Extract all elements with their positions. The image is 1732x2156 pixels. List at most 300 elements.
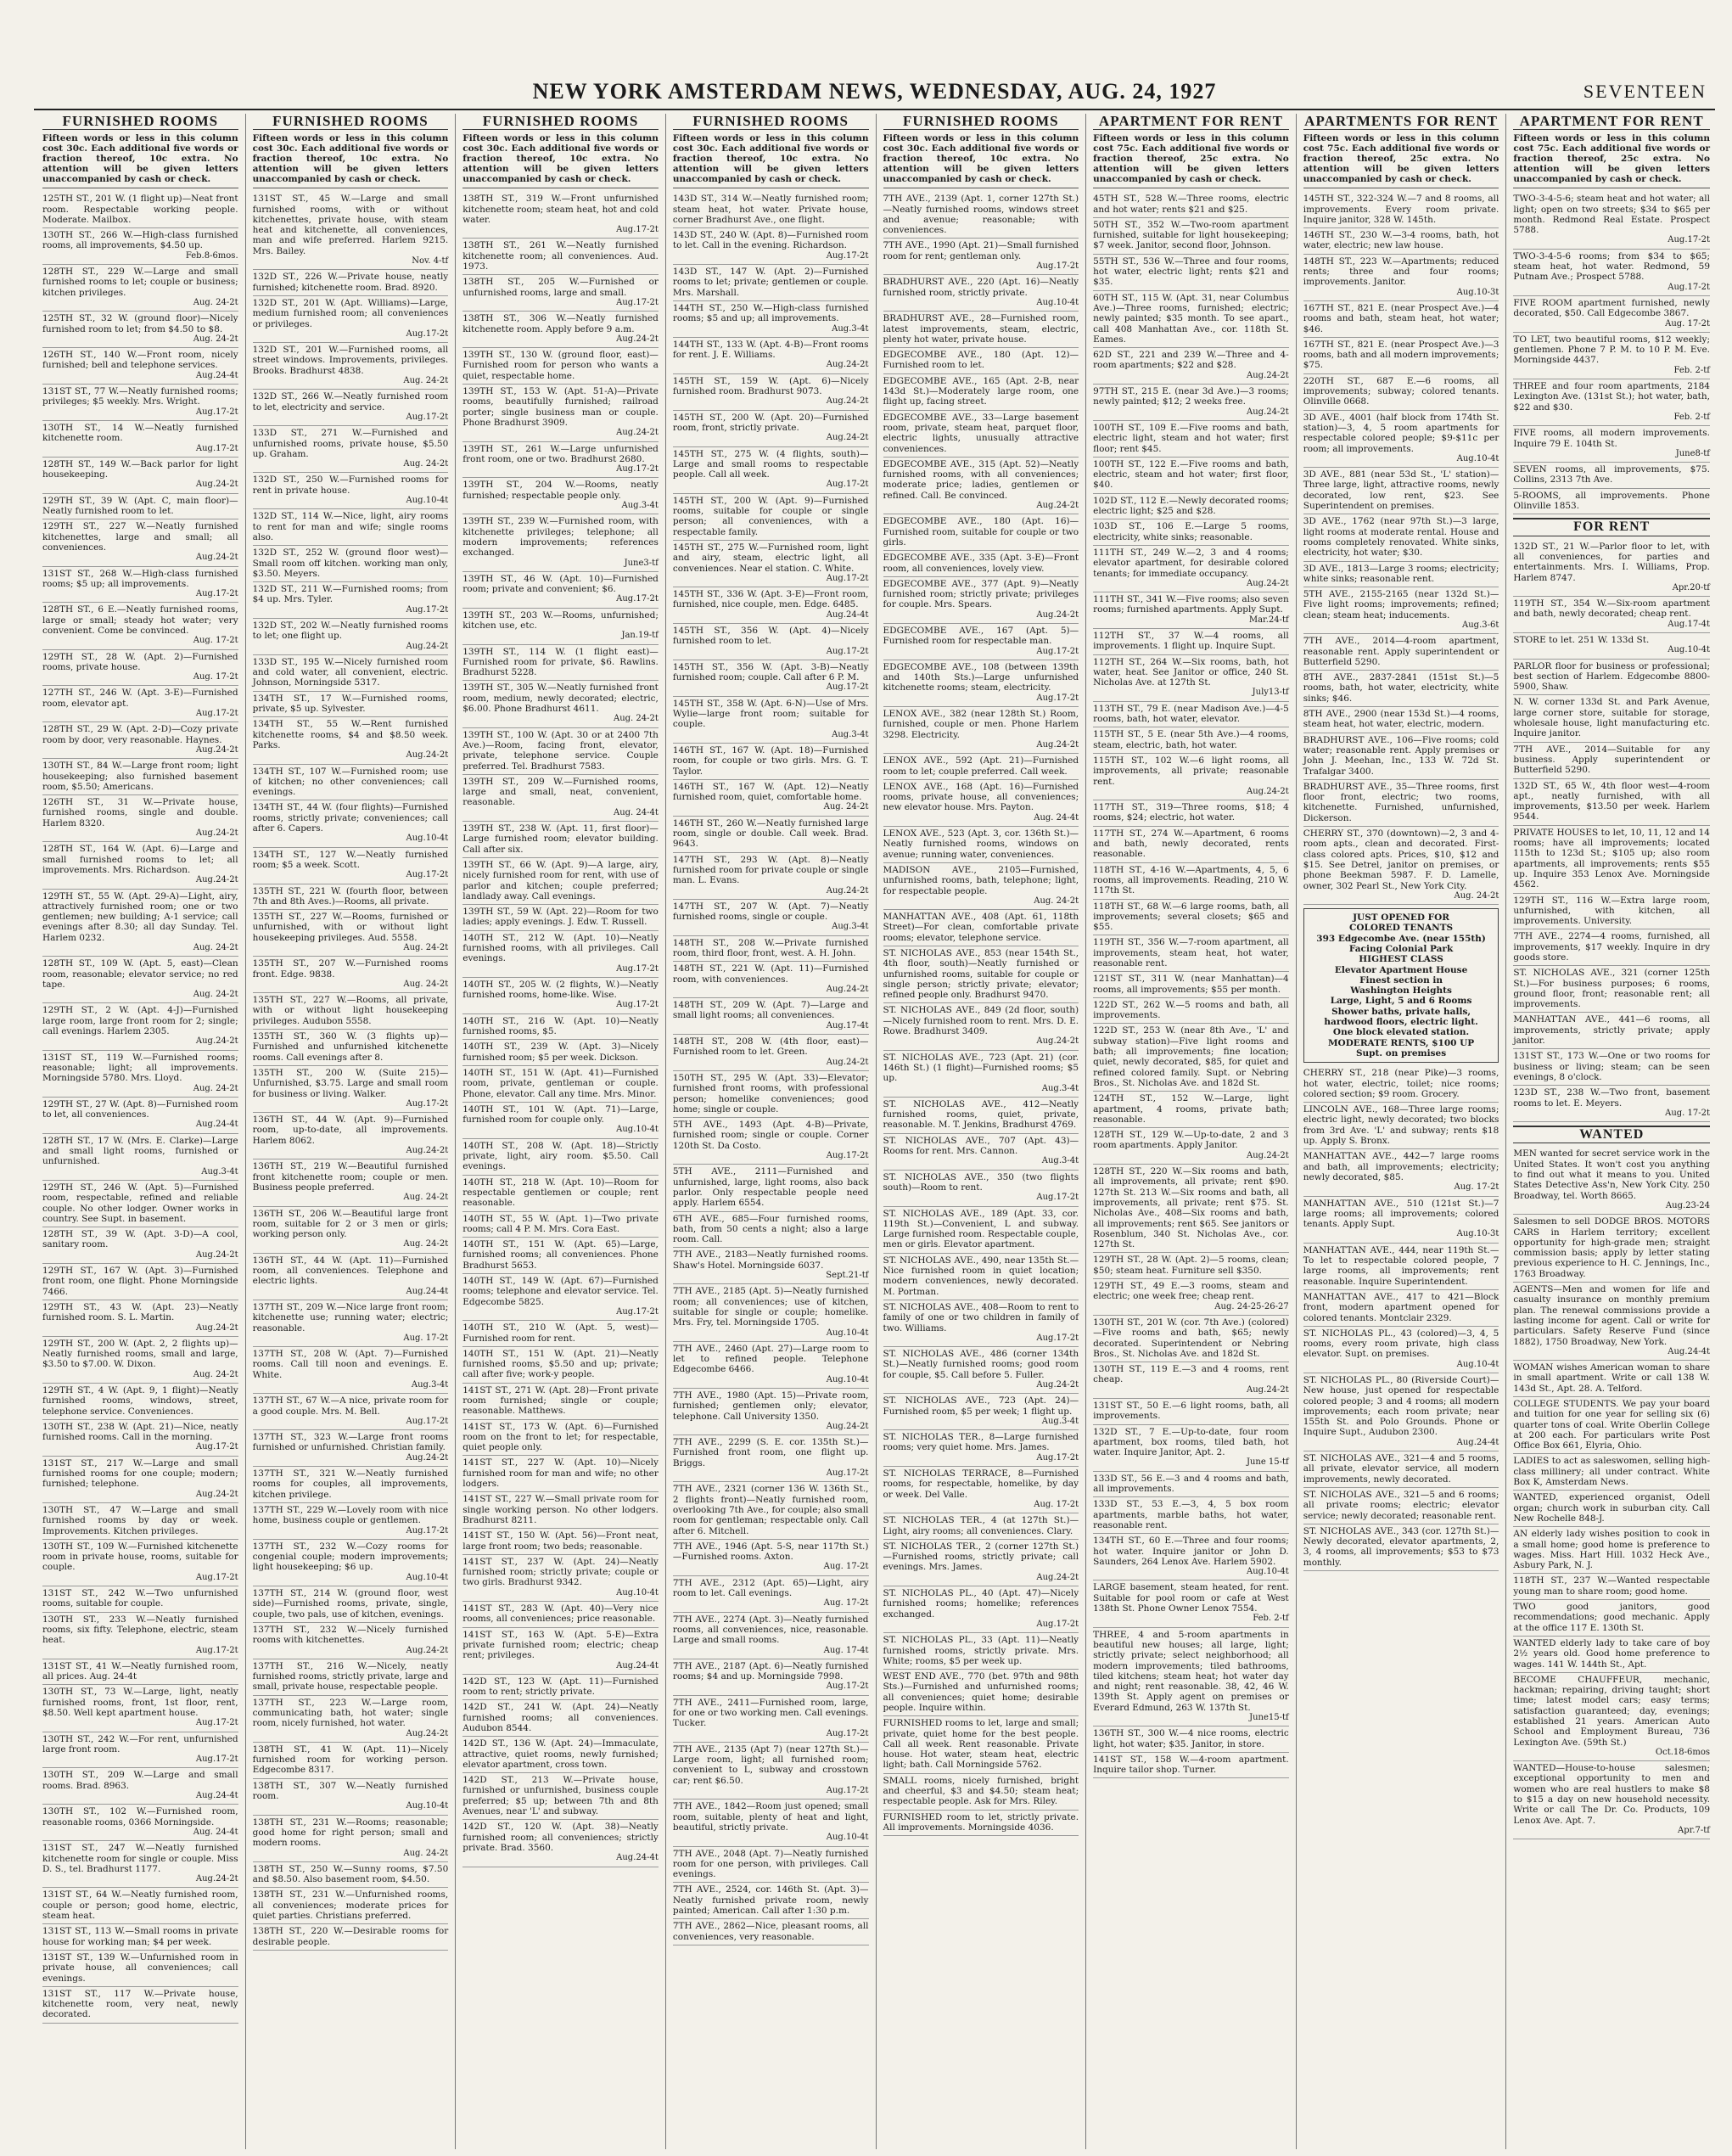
- ad-text: 50TH ST., 352 W.—Two-room apartment furnished, suitable for light housekeeping; $7 week. Janitor, second floor, Johnson.: [1093, 219, 1289, 251]
- ad-text: FIVE ROOM apartment furnished, newly decorated, $50. Call Edgecombe 3867.: [1513, 297, 1710, 319]
- classified-ad: [1093, 218, 1289, 255]
- ad-run-code: Aug.17-2t: [616, 297, 659, 307]
- ad-run-code: Aug.24-2t: [195, 1249, 238, 1260]
- classified-ad: [883, 192, 1079, 239]
- classified-ad: [673, 1284, 869, 1341]
- ad-text: EDGECOMBE AVE., 108 (between 139th and 140th Sts.)—Large unfurnished kitchenette rooms; steam, electricity.: [883, 661, 1079, 693]
- ad-text: 118TH ST., 4-16 W.—Apartments, 4, 5, 6 rooms, all improvements. Reading, 210 W. 117th St.: [1093, 864, 1289, 896]
- ad-text: 131ST ST., 119 W.—Furnished rooms; reasonable; light; all improvements. Morningside 5780. Mrs. Lloyd.: [42, 1052, 238, 1084]
- ad-text: 137TH ST., 67 W.—A nice, private room for a good couple. Mrs. M. Bell.: [252, 1395, 449, 1417]
- ad-run-code: Aug.24-4t: [1668, 1346, 1710, 1356]
- ad-text: 128TH ST., 229 W.—Large and small furnished rooms to let; couple or business; kitchen privileges.: [42, 267, 238, 298]
- classified-ad: [253, 1743, 449, 1779]
- ad-text: 7TH AVE., 1980 (Apt. 15)—Private room, furnished; gentlemen only; elevator, telephone. Call University 1350.: [672, 1390, 869, 1422]
- classified-ad: [462, 1675, 659, 1701]
- classified-ad: [253, 1394, 449, 1430]
- ad-text: 147TH ST., 293 W. (Apt. 8)—Neatly furnished room for private couple or single man. L. Evans.: [672, 854, 869, 886]
- classified-ad: [42, 1732, 238, 1769]
- ad-text: 135TH ST., 207 W.—Furnished rooms front. Edge. 9838.: [252, 958, 449, 980]
- ad-text: 7TH AVE., 2048 (Apt. 7)—Neatly furnished room for one person, with privileges. Call evenings.: [672, 1848, 869, 1880]
- ad-text: 140TH ST., 210 W. (Apt. 5, west)—Furnished room for rent.: [462, 1322, 659, 1344]
- classified-ad: [462, 478, 659, 514]
- classified-ad: [42, 494, 238, 520]
- ad-run-code: Aug.24-2t: [195, 1489, 238, 1499]
- ad-text: 132D ST., 252 W. (ground floor west)—Small room off kitchen. working man only, $3.50. Meyers.: [252, 547, 449, 579]
- ad-run-code: Nov. 4-tf: [412, 256, 449, 267]
- ad-run-code: Aug.17-2t: [1036, 693, 1079, 703]
- ad-text: 142D ST., 213 W.—Private house, furnished or unfurnished, business couple preferred; $5 up; between 7th and 8th Avenues, near 'L' and subway.: [462, 1775, 659, 1817]
- classified-ad: [1093, 702, 1289, 728]
- ad-text: 137TH ST., 214 W. (ground floor, west side)—Furnished rooms, private, single, couple, two pals, use of kitchen, evenings.: [252, 1588, 449, 1620]
- classified-ad: [883, 1540, 1079, 1586]
- ad-text: MANHATTAN AVE., 441—6 rooms, all improvements, strictly private; apply janitor.: [1513, 1014, 1710, 1047]
- classified-ad: [1513, 1600, 1710, 1637]
- ad-text: 139TH ST., 209 W.—Furnished rooms, large and small, neat, convenient, reasonable.: [462, 776, 659, 808]
- ad-text: 146TH ST., 167 W. (Apt. 12)—Neatly furnished room, quiet, comfortable home.: [672, 781, 869, 803]
- classified-ad: [1513, 1637, 1710, 1673]
- ad-text: MANHATTAN AVE., 510 (121st St.)—7 large rooms; all improvements; colored tenants. Apply Supt.: [1303, 1198, 1499, 1230]
- classified-ad: [1303, 192, 1499, 228]
- ad-run-code: Aug. 24-2t: [193, 297, 238, 307]
- ad-text: BRADHURST AVE., 28—Furnished room, latest improvements, steam, electric, plenty hot water, private house.: [883, 313, 1079, 345]
- ad-run-code: Aug.17-2t: [826, 1468, 869, 1479]
- ad-text: EDGECOMBE AVE., 377 (Apt. 9)—Neatly furnished room; strictly private; privileges for couple. Mrs. Spears.: [883, 578, 1079, 610]
- classified-ad: [462, 348, 659, 385]
- classified-ad: [673, 1248, 869, 1284]
- ad-text: 134TH ST., 55 W.—Rent furnished kitchenette rooms, $4 and $8.50 week. Parks.: [252, 719, 449, 750]
- ad-text: 141ST ST., 173 W. (Apt. 6)—Furnished room on the front to let; for respectable, quiet people only.: [462, 1421, 659, 1453]
- ad-text: 129TH ST., 246 W. (Apt. 5)—Furnished room, respectable, refined and reliable couple. No other lodger. Owner works in country. See Supt. in basement.: [42, 1182, 238, 1224]
- classified-ad: [883, 1467, 1079, 1513]
- classified-ad: [883, 1430, 1079, 1467]
- ad-run-code: Aug.10-4t: [1456, 453, 1499, 463]
- ad-text: 7TH AVE., 2411—Furnished room, large, for one or two working men. Call evenings. Tucker.: [672, 1697, 869, 1729]
- ad-run-code: Aug.24-2t: [1247, 786, 1289, 796]
- ad-text: SEVEN rooms, all improvements, $75. Collins, 2313 7th Ave.: [1513, 464, 1710, 486]
- ad-text: 7TH AVE., 2014—Suitable for any business. Apply superintendent or Butterfield 5290.: [1513, 744, 1710, 776]
- classified-ad: [42, 1337, 238, 1384]
- classified-ad: [1303, 562, 1499, 588]
- ad-text: 119TH ST., 354 W.—Six-room apartment and bath, newly decorated; cheap rent.: [1513, 598, 1710, 620]
- classified-ad: [883, 458, 1079, 514]
- ad-run-code: Aug. 17-2t: [823, 1562, 869, 1572]
- classified-ad: [1093, 348, 1289, 385]
- ad-text: 130TH ST., 238 W. (Apt. 21)—Nice, neatly furnished rooms. Call in the morning.: [42, 1421, 238, 1443]
- ad-text: EDGECOMBE AVE., 315 (Apt. 52)—Neatly furnished rooms, with all conveniences; moderate price; ladies, gentlemen or refined. Call. Be convinced.: [883, 458, 1079, 501]
- ad-text: 136TH ST., 219 W.—Beautiful furnished front kitchenette room; couple or men. Business people preferred.: [252, 1161, 449, 1193]
- classified-ad: [462, 1212, 659, 1238]
- ad-run-code: Aug.24-4t: [1456, 1437, 1499, 1447]
- ad-run-code: Aug. 24-2t: [823, 802, 869, 812]
- ad-run-code: Aug. 24-2t: [193, 1083, 238, 1093]
- rate-notice: Fifteen words or less in this column cost 75c. Each additional five words or fraction thereof, 25c extra. No attention will be given letters unaccompanied by cash or check.: [1093, 133, 1289, 188]
- rate-notice: Fifteen words or less in this column cost 30c. Each additional five words or fraction thereof, 10c extra. No attention will be given letters unaccompanied by cash or check.: [462, 133, 659, 188]
- classified-ad: [883, 551, 1079, 577]
- classified-ad: [673, 1696, 869, 1743]
- classified-ad: [673, 192, 869, 228]
- classified-ad: [673, 936, 869, 963]
- classified-ad: [1513, 1013, 1710, 1049]
- ad-text: 7TH AVE., 1842—Room just opened; small room, suitable, plenty of heat and light, beautiful, strictly private.: [672, 1801, 869, 1833]
- classified-ad: [883, 707, 1079, 754]
- ad-text: 145TH ST., 200 W. (Apt. 9)—Furnished rooms, suitable for couple or single person; all conveniences, with a respectable family.: [672, 495, 869, 537]
- classified-ad: [1093, 827, 1289, 863]
- classified-ad: [1513, 894, 1710, 930]
- classified-ad: [42, 1951, 238, 1987]
- classified-ad: [673, 1919, 869, 1945]
- ad-text: 148TH ST., 208 W.—Private furnished room, third floor, front, west. A. H. John.: [672, 937, 869, 958]
- ad-text: WOMAN wishes American woman to share in small apartment. Write or call 138 W. 143d St., Apt. 28. A. Telford.: [1513, 1362, 1710, 1394]
- ad-run-code: Aug.10-4t: [826, 1328, 869, 1338]
- classified-ad: [42, 1987, 238, 2024]
- ad-text: 126TH ST., 31 W.—Private house, furnished rooms, single and double. Harlem 8320.: [42, 797, 238, 828]
- rate-notice: Fifteen words or less in this column cost 75c. Each additional five words or fraction thereof, 25c extra. No attention will be given letters unaccompanied by cash or check.: [1513, 133, 1710, 188]
- ad-text: LINCOLN AVE., 168—Three large rooms; electric light, newly decorated; two blocks from 3rd Ave. 'L' and subway; rents $18 up. Apply S. Bronx.: [1303, 1104, 1499, 1147]
- classified-ad: [42, 650, 238, 687]
- classified-ad: [1303, 707, 1499, 733]
- ad-text: EDGECOMBE AVE., 167 (Apt. 5)—Furnished room for respectable man.: [883, 625, 1079, 647]
- classified-ad: [42, 795, 238, 842]
- classified-ad: [1093, 1425, 1289, 1472]
- ad-text: 129TH ST., 116 W.—Extra large room, unfurnished, with kitchen, all improvements. University.: [1513, 895, 1710, 927]
- classified-ad: [462, 1737, 659, 1773]
- classified-ad: [883, 1716, 1079, 1773]
- ad-text: 132D ST., 201 W.—Furnished rooms, all street windows. Improvements, privileges. Brooks. Bradhurst 4838.: [252, 345, 449, 376]
- ad-text: 128TH ST., 17 W. (Mrs. E. Clarke)—Large and small light rooms, furnished or unfurnished.: [42, 1135, 238, 1167]
- classified-ad: [462, 1773, 659, 1820]
- ad-run-code: Aug.10-3t: [1456, 1229, 1499, 1239]
- ad-text: 5TH AVE., 2155-2165 (near 132d St.)—Five light rooms; improvements; refined; clean; steam heat; inducements.: [1303, 589, 1499, 620]
- ad-run-code: Aug.24-2t: [406, 1728, 449, 1738]
- classified-ad: [673, 1165, 869, 1211]
- ad-run-code: Aug. 24-2t: [613, 714, 659, 724]
- column-heading: FURNISHED ROOMS: [673, 114, 869, 130]
- ad-run-code: Aug.3-4t: [832, 922, 869, 932]
- classified-ad: [462, 1456, 659, 1492]
- ad-text: WANTED—House-to-house salesmen; exceptional opportunity to men and women who are real hustlers to make $8 to $15 a day on new household necessity. Write or call The Dr. Co. Products, 109 Lenox Ave. Apt. 7.: [1513, 1763, 1710, 1826]
- ad-run-code: Aug.17-4t: [826, 1020, 869, 1030]
- ad-text: 141ST ST., 227 W.—Small private room for single working person. No other lodgers. Bradhurst 8211.: [462, 1494, 659, 1525]
- classified-ad: [673, 1389, 869, 1435]
- classified-ad: [42, 1134, 238, 1181]
- classified-ad: [883, 1633, 1079, 1670]
- ad-text: CHERRY ST., 370 (downtown)—2, 3 and 4-room apts., clean and decorated. First-class colored apts. Prices, $10, $12 and $15. See Detrel, janitor on premises, or phone Beekman 5987. F. D. Lamelle, owner, 302 Pearl St., New York City.: [1303, 828, 1499, 891]
- classified-ad: [1093, 1128, 1289, 1165]
- classified-ad: [462, 1103, 659, 1139]
- classified-ad: [253, 1779, 449, 1816]
- classified-ad: [253, 1540, 449, 1586]
- ad-text: N. W. corner 133d St. and Park Avenue, large corner store, suitable for storage, wholesale house, light manufacturing etc. Inquire janitor.: [1513, 697, 1710, 739]
- ad-text: 117TH ST., 274 W.—Apartment, 6 rooms and bath, newly decorated, rents reasonable.: [1093, 828, 1289, 860]
- ad-text: 103D ST., 106 E.—Large 5 rooms, electricity, white sinks; reasonable.: [1093, 521, 1289, 542]
- ad-text: MANHATTAN AVE., 444, near 119th St.—To let to respectable colored people, 7 large rooms, all improvements; rent reasonable. Inquire Superintendent.: [1303, 1244, 1499, 1287]
- classified-ad: [42, 519, 238, 566]
- classified-ad: [42, 312, 238, 348]
- classified-ad: [1303, 1524, 1499, 1571]
- ad-text: 7TH AVE., 2524, cor. 146th St. (Apt. 3)—Neatly furnished private room, newly painted; American. Call after 1:30 p.m.: [672, 1884, 869, 1917]
- ad-text: 5TH AVE., 2111—Furnished and unfurnished, large, light rooms, also back parlor. Only respectable people need apply. Harlem 6554.: [672, 1166, 869, 1209]
- ad-text: 7TH AVE., 2274 (Apt. 3)—Neatly furnished rooms, all conveniences, nice, reasonable. Large and small rooms.: [672, 1614, 869, 1646]
- classified-ad: [1093, 1628, 1289, 1727]
- ad-run-code: Aug.10-4t: [1247, 1567, 1289, 1577]
- ad-text: CHERRY ST., 218 (near Pike)—3 rooms, hot water, electric, toilet; nice rooms; colored section; $9 room. Grocery.: [1303, 1068, 1499, 1099]
- ad-run-code: Aug.24-2t: [826, 396, 869, 407]
- classified-ad: [1513, 1147, 1710, 1215]
- ad-text: 130TH ST., 242 W.—For rent, unfurnished large front room.: [42, 1733, 238, 1755]
- ad-text: 118TH ST., 68 W.—6 large rooms, bath, all improvements; several closets; $65 and $55.: [1093, 901, 1289, 933]
- classified-ad: [1093, 494, 1289, 520]
- ad-run-code: Aug.10-4t: [1036, 297, 1079, 307]
- classified-ad: [1093, 592, 1289, 629]
- ad-text: 137TH ST., 232 W.—Cozy rooms for congenial couple; modern improvements; light housekeeping; $6 up.: [252, 1541, 449, 1573]
- ad-run-code: Aug.24-4t: [195, 1120, 238, 1130]
- classified-ad: [883, 863, 1079, 910]
- classified-ad: [1513, 426, 1710, 463]
- classified-ad: [1303, 228, 1499, 255]
- ad-text: ST. NICHOLAS AVE., 486 (corner 134th St.)—Neatly furnished rooms; good room for couple, $5. Call before 5. Fuller.: [883, 1349, 1079, 1380]
- announcement-line: 393 Edgecombe Ave. (near 155th): [1316, 933, 1486, 944]
- ad-run-code: Aug. 17-2t: [193, 672, 238, 682]
- ad-text: 7TH AVE., 2460 (Apt. 27)—Large room to let to refined people. Telephone Edgecombe 6466.: [672, 1343, 869, 1375]
- announcement-line: Supt. on premises: [1355, 1047, 1447, 1058]
- ad-text: 133D ST., 53 E.—3, 4, 5 box room apartments, marble baths, hot water, reasonable rent.: [1093, 1499, 1289, 1530]
- ad-run-code: Aug.17-2t: [195, 1572, 238, 1582]
- classified-column: [1086, 114, 1297, 2149]
- ad-text: 130TH ST., 119 E.—3 and 4 rooms, rent cheap.: [1093, 1364, 1289, 1385]
- classified-ad: [1303, 1327, 1499, 1373]
- announcement-line: Large, Light, 5 and 6 Rooms: [1330, 996, 1472, 1007]
- classified-ad: [883, 827, 1079, 863]
- ad-text: 97TH ST., 215 E. (near 3d Ave.)—3 rooms; newly painted; $12; 2 weeks free.: [1093, 386, 1289, 407]
- ad-text: STORE to let. 251 W. 133d St.: [1513, 634, 1650, 645]
- classified-ad: [253, 1467, 449, 1503]
- classified-ad: [1303, 1451, 1499, 1488]
- classified-column: [1297, 114, 1507, 2149]
- classified-ad: [253, 1696, 449, 1743]
- classified-ad: [1093, 754, 1289, 800]
- ad-run-code: Aug.24-2t: [1247, 1150, 1289, 1160]
- ad-text: BRADHURST AVE., 106—Five rooms; cold water; reasonable rent. Apply premises or John J. Meehan, Inc., 133 W. 72d St. Trafalgar 3400.: [1303, 734, 1499, 777]
- classified-ad: [673, 1576, 869, 1613]
- ad-text: 141ST ST., 163 W. (Apt. 5-E)—Extra private furnished room; electric; cheap rent; privileges.: [462, 1629, 659, 1661]
- classified-ad: [673, 1482, 869, 1539]
- ad-text: EDGECOMBE AVE., 180 (Apt. 16)—Furnished room, suitable for couple or two girls.: [883, 516, 1079, 547]
- classified-ad: [1303, 827, 1499, 905]
- classified-ad: [883, 239, 1079, 275]
- ad-run-code: Aug.17-2t: [195, 443, 238, 453]
- classified-ad: [253, 343, 449, 390]
- classified-ad: [883, 1513, 1079, 1540]
- ad-run-code: Aug.24-2t: [1247, 407, 1289, 417]
- classified-columns: [36, 114, 1717, 2149]
- ad-text: 136TH ST., 44 W. (Apt. 11)—Furnished room, all conveniences. Telephone and electric lights.: [252, 1255, 449, 1287]
- ad-text: 142D ST., 123 W. (Apt. 11)—Furnished room to rent; strictly private.: [462, 1676, 659, 1698]
- ad-text: 145TH ST., 200 W. (Apt. 20)—Furnished room, front, strictly private.: [672, 412, 869, 433]
- ad-run-code: Aug. 24-2t: [403, 1848, 449, 1858]
- announcement-line: Shower baths, private halls, hardwood floors, electric light.: [1324, 1006, 1478, 1028]
- ad-text: 141ST ST., 158 W.—4-room apartment. Inquire tailor shop. Turner.: [1093, 1754, 1289, 1776]
- ad-text: 111TH ST., 341 W.—Five rooms; also seven rooms; furnished apartments. Apply Supt.: [1093, 594, 1289, 615]
- ad-run-code: Aug.3-4t: [1041, 1156, 1079, 1166]
- ad-run-code: Aug.17-2t: [1036, 1619, 1079, 1629]
- ad-text: MEN wanted for secret service work in the United States. It won't cost you anything to find out what it means to you. United States Detective Ass'n, New York City. 250 Broadway, tel. Worth 8665.: [1513, 1148, 1710, 1201]
- ad-text: 7TH AVE., 2321 (corner 136 W. 136th St., 2 flights front)—Neatly furnished room, overlooking 7th Ave., for couple; also small room for gentleman; respectable only. Call after 6. Mitchell.: [672, 1484, 869, 1536]
- ad-text: 140TH ST., 218 W. (Apt. 10)—Room for respectable gentlemen or couple; rent reasonable.: [462, 1176, 659, 1209]
- ad-text: 131ST ST., 113 W.—Small rooms in private house for working man; $4 per week.: [42, 1926, 238, 1947]
- ad-text: ST. NICHOLAS PL., 33 (Apt. 11)—Neatly furnished rooms, strictly private. Mrs. White; rooms, $5 per week up.: [883, 1635, 1079, 1666]
- ad-text: ST. NICHOLAS PL., 43 (colored)—3, 4, 5 rooms, every room private, high class elevator. Supt. on premises.: [1303, 1328, 1499, 1360]
- ad-run-code: Aug.24-2t: [406, 1146, 449, 1156]
- ad-run-code: Jan.19-tf: [621, 631, 659, 641]
- ad-run-code: Aug.24-4t: [195, 1791, 238, 1801]
- ad-text: 140TH ST., 208 W. (Apt. 18)—Strictly private, light, airy room. $5.50. Call evenings.: [462, 1140, 659, 1172]
- classified-ad: [673, 494, 869, 541]
- classified-ad: [1093, 1581, 1289, 1627]
- ad-run-code: Aug.10-4t: [616, 1125, 659, 1135]
- classified-ad: [1513, 1086, 1710, 1122]
- classified-ad: [1093, 519, 1289, 546]
- classified-ad: [1513, 779, 1710, 826]
- classified-ad: [1513, 379, 1710, 426]
- classified-ad: [1513, 929, 1710, 966]
- classified-ad: [253, 884, 449, 911]
- classified-ad: [673, 1035, 869, 1071]
- ad-text: 145TH ST., 322-324 W.—7 and 8 rooms, all improvements. Every room private. Inquire janitor, 328 W. 145th.: [1303, 194, 1499, 225]
- ad-text: 132D ST., 202 W.—Neatly furnished rooms to let; one flight up.: [252, 620, 449, 642]
- ad-text: 3D AVE., 1813—Large 3 rooms; electricity; white sinks; reasonable rent.: [1303, 563, 1499, 584]
- ad-text: 128TH ST., 129 W.—Up-to-date, 2 and 3 room apartments. Apply Janitor.: [1093, 1130, 1289, 1151]
- ad-run-code: Aug.3-6t: [1462, 620, 1499, 630]
- ad-text: 140TH ST., 149 W. (Apt. 67)—Furnished rooms; telephone and elevator service. Tel. Edgecombe 5825.: [462, 1276, 659, 1307]
- classified-ad: [1093, 727, 1289, 754]
- ad-text: 125TH ST., 32 W. (ground floor)—Nicely furnished room to let; from $4.50 to $8.: [42, 313, 238, 334]
- ad-run-code: Aug. 24-2t: [193, 1369, 238, 1379]
- ad-run-code: Aug.10-4t: [406, 834, 449, 844]
- ad-text: 134TH ST., 17 W.—Furnished rooms, private, $5 up. Sylvester.: [252, 693, 449, 715]
- ad-text: 138TH ST., 220 W.—Desirable rooms for desirable people.: [252, 1926, 449, 1947]
- ad-text: 145TH ST., 356 W. (Apt. 4)—Nicely furnished room to let.: [672, 625, 869, 647]
- ad-text: 102D ST., 112 E.—Newly decorated rooms; electric light; $25 and $28.: [1093, 495, 1289, 517]
- ad-run-code: Aug.10-3t: [1456, 287, 1499, 297]
- rate-notice: Fifteen words or less in this column cost 30c. Each additional five words or fraction thereof, 10c extra. No attention will be given letters unaccompanied by cash or check.: [673, 133, 869, 188]
- ad-text: 129TH ST., 200 W. (Apt. 2, 2 flights up)—Neatly furnished rooms, small and large, $3.50 to $7.00. W. Dixon.: [42, 1338, 238, 1370]
- classified-ad: [462, 1347, 659, 1384]
- ad-text: 131ST ST., 242 W.—Two unfurnished rooms, suitable for couple.: [42, 1588, 238, 1609]
- ad-text: TWO-3-4-5-6 rooms; from $34 to $65; steam heat, hot water. Redmond, 59 Putnam Ave.; Prospect 5788.: [1513, 250, 1710, 283]
- ad-text: 118TH ST., 237 W.—Wanted respectable young man to share room; good home.: [1513, 1575, 1710, 1597]
- classified-ad: [253, 296, 449, 343]
- ad-text: 131ST ST., 45 W.—Large and small furnished rooms, with or without kitchenettes, private house, with steam heat and kitchenette, all conveniences, man and wife preferred. Harlem 9215. Mrs. Bailey.: [252, 194, 449, 256]
- ad-text: 141ST ST., 150 W. (Apt. 56)—Front neat, large front room; two beds; reasonable.: [462, 1530, 659, 1552]
- ad-text: 128TH ST., 149 W.—Back parlor for light housekeeping.: [42, 458, 238, 480]
- classified-ad: [673, 1540, 869, 1576]
- classified-ad: [42, 1586, 238, 1613]
- classified-ad: [673, 228, 869, 265]
- classified-ad: [253, 1888, 449, 1924]
- classified-ad: [1513, 695, 1710, 742]
- classified-ad: [462, 1238, 659, 1274]
- ad-text: ST. NICHOLAS AVE., 189 (Apt. 33, cor. 119th St.)—Convenient, L and subway. Large furnished room. Respectable couple, men or girls. Elevator apartment.: [883, 1208, 1079, 1250]
- ad-text: 131ST ST., 217 W.—Large and small furnished rooms for one couple; modern; furnished; telephone.: [42, 1457, 238, 1490]
- classified-ad: [42, 265, 238, 312]
- ad-text: 138TH ST., 306 W.—Neatly furnished kitchenette room. Apply before 9 a.m.: [462, 313, 659, 334]
- ad-text: 137TH ST., 232 W.—Nicely furnished rooms with kitchenettes.: [252, 1624, 449, 1646]
- ad-run-code: Aug.3-4t: [1041, 1416, 1079, 1426]
- classified-ad: [673, 1071, 869, 1118]
- classified-ad: [462, 822, 659, 858]
- ad-text: 129TH ST., 4 W. (Apt. 9, 1 flight)—Neatly furnished rooms, windows, street, telephone service. Conveniences.: [42, 1384, 238, 1417]
- ad-text: 121ST ST., 311 W. (near Manhattan)—4 rooms, all improvements; $55 per month.: [1093, 974, 1289, 995]
- ad-text: 130TH ST., 201 W. (cor. 7th Ave.) (colored)—Five rooms and bath, $65; newly decorated. Superintendent or Nebring Bros., St. Nicholas Ave. and 182d St.: [1093, 1317, 1289, 1359]
- classified-ad: [253, 1159, 449, 1206]
- classified-ad: [462, 1820, 659, 1867]
- ad-text: 133D ST., 56 E.—3 and 4 rooms and bath, all improvements.: [1093, 1473, 1289, 1495]
- ad-text: PARLOR floor for business or professional; best section of Harlem. Edgecombe 8800-5900, Shaw.: [1513, 660, 1710, 693]
- ad-run-code: Aug.3-4t: [621, 501, 659, 511]
- masthead: [34, 76, 1715, 107]
- ad-text: 139TH ST., 59 W. (Apt. 22)—Room for two ladies; apply evenings. J. Edw. T. Russell.: [462, 907, 659, 928]
- classified-ad: [1093, 1472, 1289, 1498]
- ad-text: 112TH ST., 37 W.—4 rooms, all improvements. 1 flight up. Inquire Supt.: [1093, 630, 1289, 652]
- classified-ad: [42, 722, 238, 759]
- ad-text: ST. NICHOLAS TERRACE, 8—Furnished rooms, for respectable, homelike, by day or week. Del Valle.: [883, 1468, 1079, 1500]
- section-heading-wanted: WANTED: [1513, 1126, 1710, 1143]
- column-heading: FURNISHED ROOMS: [462, 114, 659, 130]
- classified-ad: [883, 275, 1079, 312]
- classified-ad: [673, 697, 869, 744]
- classified-ad: [673, 900, 869, 936]
- ad-text: ST. NICHOLAS AVE., 490, near 135th St.—Nice furnished room in quiet location; modern conveniences, newly decorated. M. Portman.: [883, 1255, 1079, 1297]
- ad-text: 7TH AVE., 1946 (Apt. 5-S, near 117th St.)—Furnished rooms. Axton.: [672, 1541, 869, 1563]
- ad-text: FURNISHED rooms to let, large and small; private, quiet home for the best people. Call all week. Rent reasonable. Private house. Hot water, steam heat, electric light; bath. Call Morningside 5762.: [883, 1718, 1079, 1771]
- classified-ad: [1303, 1103, 1499, 1149]
- classified-ad: [253, 765, 449, 801]
- ad-run-code: Aug.24-2t: [1247, 1384, 1289, 1395]
- ad-run-code: Aug.17-2t: [826, 1151, 869, 1161]
- classified-ad: [253, 692, 449, 718]
- ad-text: 145TH ST., 358 W. (Apt. 6-N)—Use of Mrs. Wylie—large front room; suitable for couple.: [672, 698, 869, 730]
- ad-run-code: Aug.24-2t: [406, 750, 449, 761]
- ad-run-code: Feb. 2-tf: [1673, 412, 1710, 422]
- ad-run-code: Aug.24-2t: [406, 641, 449, 651]
- classified-ad: [462, 978, 659, 1014]
- ad-text: 130TH ST., 109 W.—Furnished kitchenette room in private house, rooms, suitable for couple.: [42, 1541, 238, 1573]
- ad-text: 122D ST., 262 W.—5 rooms and bath, all improvements.: [1093, 999, 1289, 1021]
- classified-ad: [1303, 733, 1499, 780]
- ad-text: 129TH ST., 227 W.—Neatly furnished kitchenettes, large and small; all conveniences.: [42, 521, 238, 553]
- ad-run-code: Aug.3-4t: [411, 1379, 449, 1390]
- classified-ad: [1513, 489, 1710, 515]
- ad-run-code: Aug. 24-2t: [193, 334, 238, 344]
- classified-ad: [673, 998, 869, 1035]
- ad-text: 141ST ST., 237 W. (Apt. 24)—Neatly furnished room; strictly private; couple or two girls. Bradhurst 9342.: [462, 1556, 659, 1588]
- ad-text: 138TH ST., 307 W.—Neatly furnished room.: [252, 1780, 449, 1802]
- classified-ad: [883, 1171, 1079, 1207]
- classified-ad: [883, 1811, 1079, 1837]
- classified-ad: [253, 1924, 449, 1951]
- ad-text: 139TH ST., 239 W.—Furnished room, with kitchenette privileges; telephone; all modern improvements; references exchanged.: [462, 516, 659, 559]
- ad-text: WANTED, experienced organist, Odell organ; church work in suburban city. Call New Rochelle 848-J.: [1513, 1492, 1710, 1524]
- ad-run-code: Aug.24-4t: [826, 609, 869, 620]
- ad-run-code: Aug. 24-4t: [1034, 812, 1079, 823]
- classified-ad: [1513, 633, 1710, 660]
- classified-ad: [883, 1586, 1079, 1633]
- classified-ad: [673, 1118, 869, 1165]
- ad-text: 128TH ST., 29 W. (Apt. 2-D)—Cozy private room by door, very reasonable. Haynes.: [42, 724, 238, 745]
- classified-ad: [673, 411, 869, 447]
- ad-run-code: Aug.17-2t: [195, 1718, 238, 1728]
- classified-ad: [673, 1342, 869, 1389]
